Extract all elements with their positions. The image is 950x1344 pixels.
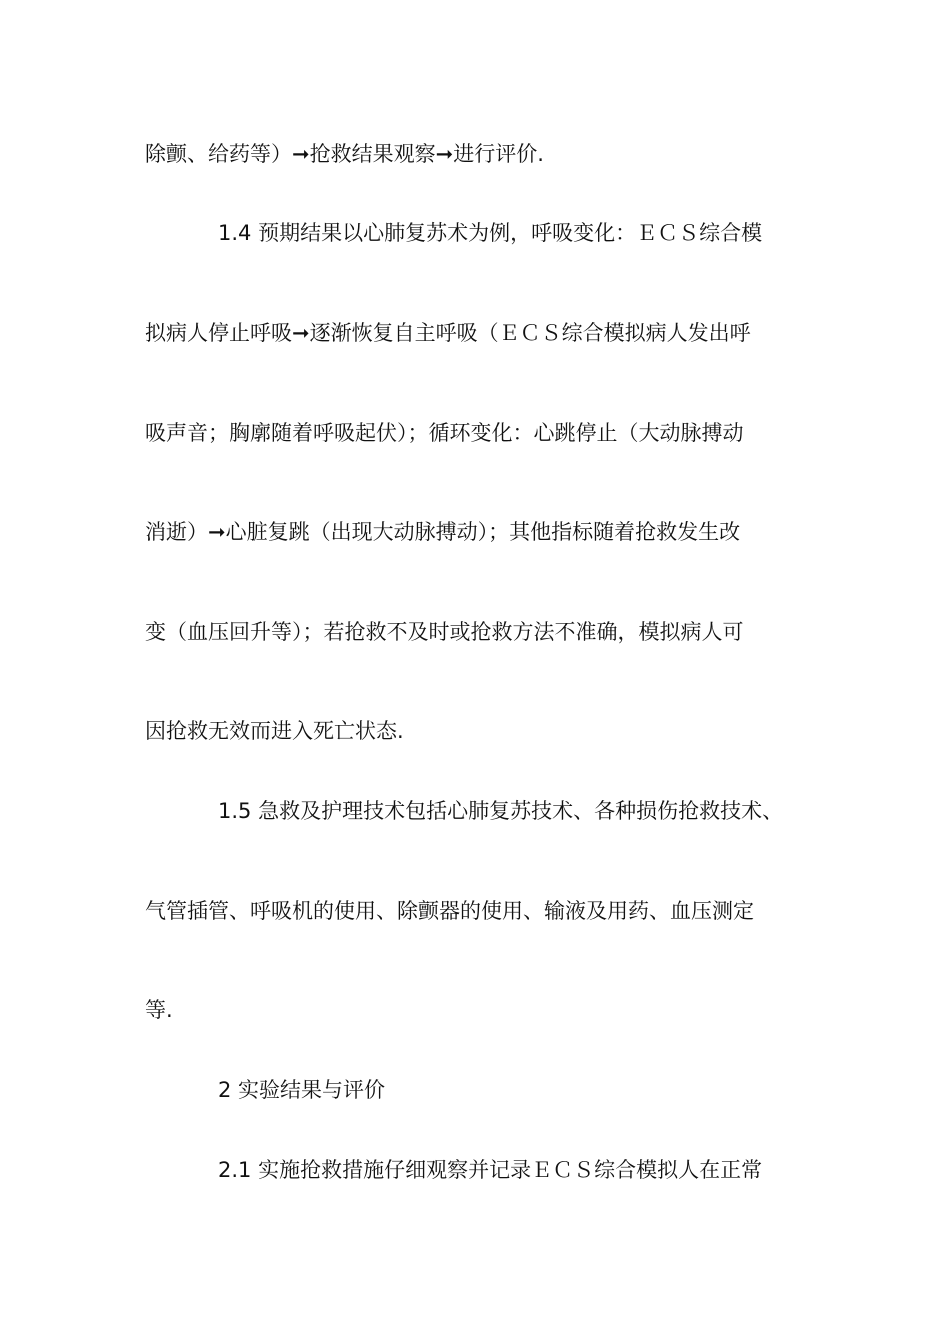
body-text-line: 因抢救无效而进入死亡状态. (145, 719, 404, 743)
section-1-5-start: 1.5 急救及护理技术包括心肺复苏技术、各种损伤抢救技术、 (218, 799, 784, 823)
body-text-line: 气管插管、呼吸机的使用、除颤器的使用、输液及用药、血压测定 (145, 899, 754, 923)
body-text-line: 除颤、给药等）➞抢救结果观察➞进行评价. (145, 142, 544, 166)
section-1-4-start: 1.4 预期结果以心肺复苏术为例，呼吸变化：ＥＣＳ综合模 (218, 221, 763, 245)
body-text-line: 消逝）➞心脏复跳（出现大动脉搏动）；其他指标随着抢救发生改 (145, 520, 741, 544)
body-text-line: 拟病人停止呼吸➞逐渐恢复自主呼吸（ＥＣＳ综合模拟病人发出呼 (145, 321, 751, 345)
section-heading-2: 2 实验结果与评价 (218, 1078, 386, 1102)
body-text-line: 变（血压回升等）；若抢救不及时或抢救方法不准确，模拟病人可 (145, 620, 744, 644)
body-text-line: 吸声音；胸廓随着呼吸起伏）；循环变化：心跳停止（大动脉搏动 (145, 421, 744, 445)
section-2-1-start: 2.1 实施抢救措施仔细观察并记录ＥＣＳ综合模拟人在正常 (218, 1158, 763, 1182)
body-text-line: 等. (145, 998, 173, 1022)
